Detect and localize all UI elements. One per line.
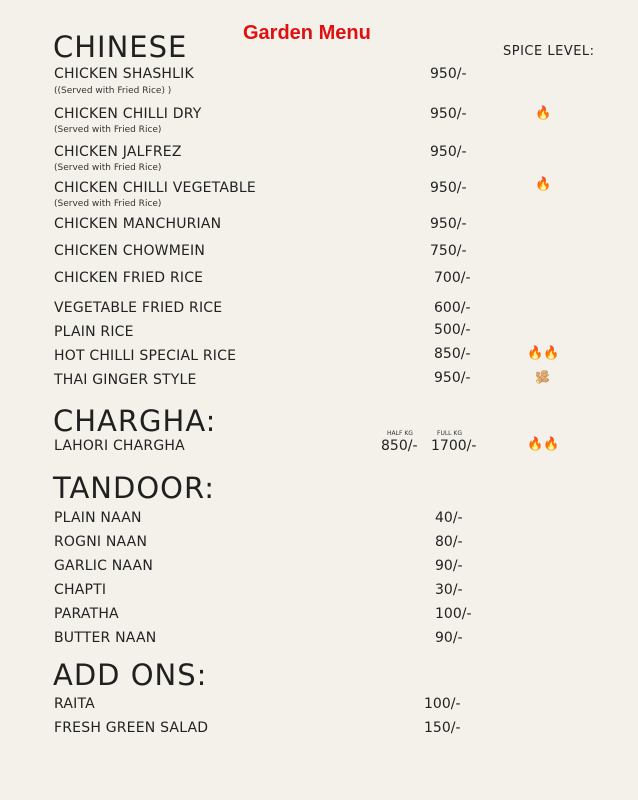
menu-item-name: CHICKEN JALFREZ [54, 144, 182, 160]
menu-item-name: RAITA [54, 696, 95, 712]
menu-item-price: 90/- [435, 630, 463, 646]
menu-item-name: CHICKEN MANCHURIAN [54, 216, 222, 232]
menu-item-note: (Served with Fried Rice) [54, 199, 162, 209]
ginger-icon: 🫚 [535, 370, 550, 384]
menu-item-name: CHICKEN CHILLI VEGETABLE [54, 180, 256, 196]
spice-flame-icon: 🔥🔥 [527, 437, 560, 452]
menu-item-price: 950/- [434, 370, 471, 386]
section-heading-chinese: CHINESE [53, 30, 188, 64]
menu-item-half-price: 850/- [381, 438, 418, 454]
menu-item-name: CHICKEN SHASHLIK [54, 66, 194, 82]
menu-item-price: 30/- [435, 582, 463, 598]
menu-item-name: VEGETABLE FRIED RICE [54, 300, 223, 316]
menu-item-price: 40/- [435, 510, 463, 526]
menu-item-price: 950/- [430, 216, 467, 232]
menu-item-note: (Served with Fried Rice) [54, 163, 162, 173]
menu-item-price: 150/- [424, 720, 461, 736]
menu-item-note: ((Served with Fried Rice) ) [54, 86, 172, 96]
menu-item-price: 90/- [435, 558, 463, 574]
spice-flame-icon: 🔥🔥 [527, 346, 560, 361]
menu-item-price: 950/- [430, 106, 467, 122]
menu-item-name: PLAIN RICE [54, 324, 134, 340]
menu-item-price: 850/- [434, 346, 471, 362]
menu-item-price: 950/- [430, 144, 467, 160]
menu-item-price: 600/- [434, 300, 471, 316]
half-kg-label: HALF KG [387, 430, 413, 437]
spice-flame-icon: 🔥 [535, 106, 552, 121]
page-title: Garden Menu [243, 22, 371, 44]
menu-item-full-price: 1700/- [431, 438, 477, 454]
menu-item-name: FRESH GREEN SALAD [54, 720, 209, 736]
menu-item-name: BUTTER NAAN [54, 630, 157, 646]
menu-item-name: PLAIN NAAN [54, 510, 142, 526]
section-heading-addons: ADD ONS: [53, 658, 208, 692]
menu-item-price: 700/- [434, 270, 471, 286]
menu-item-name: THAI GINGER STYLE [54, 372, 197, 388]
spice-level-label: SPICE LEVEL: [503, 44, 595, 59]
menu-item-name: CHAPTI [54, 582, 107, 598]
menu-item-price: 100/- [435, 606, 472, 622]
menu-item-price: 500/- [434, 322, 471, 338]
menu-item-name: CHICKEN CHOWMEIN [54, 243, 206, 259]
section-heading-chargha: CHARGHA: [53, 404, 217, 438]
menu-item-name: LAHORI CHARGHA [54, 438, 185, 454]
menu-item-name: PARATHA [54, 606, 119, 622]
menu-item-name: CHICKEN FRIED RICE [54, 270, 204, 286]
menu-item-name: CHICKEN CHILLI DRY [54, 106, 202, 122]
menu-item-name: ROGNI NAAN [54, 534, 148, 550]
menu-item-price: 950/- [430, 180, 467, 196]
menu-item-price: 80/- [435, 534, 463, 550]
menu-item-name: GARLIC NAAN [54, 558, 153, 574]
spice-flame-icon: 🔥 [535, 177, 552, 192]
menu-item-price: 950/- [430, 66, 467, 82]
menu-item-price: 750/- [430, 243, 467, 259]
menu-item-name: HOT CHILLI SPECIAL RICE [54, 348, 237, 364]
full-kg-label: FULL KG [437, 430, 463, 437]
menu-item-note: (Served with Fried Rice) [54, 125, 162, 135]
menu-item-price: 100/- [424, 696, 461, 712]
section-heading-tandoor: TANDOOR: [53, 471, 216, 505]
